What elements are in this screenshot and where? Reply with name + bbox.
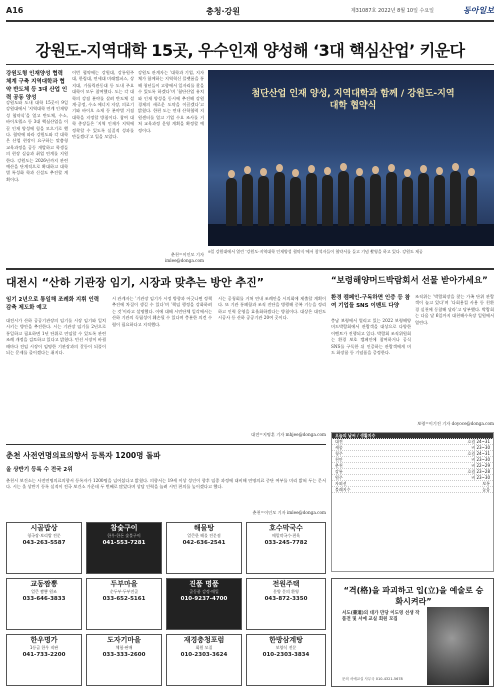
person <box>258 176 269 226</box>
photo-banner-text: 첨단산업 인재 양성, 지역대학과 함께 / 강원도-지역대학 협약식 <box>251 89 455 111</box>
story3-col1: 충남 보령에서 열리고 있는 2022 보령해양머드박람회에서 관람객을 대상으로 다양한 이벤트가 진행되고 있다. 박람회 조직위원회는 환경 보호 캠페인에 참여하거나 공식 SNS를 구독한 뒤 인증하는 관람객에게 머드 화장품 등 기념품을 증정한다. <box>331 318 411 356</box>
story3-headline: “보령해양머드박람회서 선물 받아가세요” <box>331 276 488 286</box>
person <box>226 178 237 226</box>
ad-block: 한방삼계탕 보양식 전문 010-2303-3834 <box>246 634 326 686</box>
ad-block: 시골밥상 청국장·보리밥 전문 043-263-5587 <box>6 522 82 574</box>
divider <box>6 444 326 445</box>
table-row: 대전 흐림 24~31 <box>332 439 493 445</box>
story4-subhead: 올 상반기 등록 수 전국 2위 <box>6 467 73 473</box>
portrait-image <box>427 607 489 685</box>
story4-body: 춘천시 보건소는 사전연명의료의향서 등록자가 1200명을 넘어섰다고 밝혔다. 의향서는 19세 이상 성인이 향후 임종 과정에 대비해 연명의료 중단 여부를 미리 밝혀 두는 문서다. 시는 올 상반기 등록 실적이 전국 보건소 가운데 두 번째로 많았다며 상담 인력을 늘려 시민 편의를 높이겠다고 했다. <box>6 478 326 490</box>
photo-caption: 9일 강원대에서 열린 ‘강원도-지역대학 인재양성 협약식’에서 참석자들이 협약서를 들고 기념 촬영을 하고 있다. 강원도 제공 <box>208 249 423 254</box>
top-story-subhead: 강원도형 인재양성 협력체계 구축 지역대학과 협약 반도체 등 3대 산업 인력 공동 양성 <box>6 71 68 101</box>
story2-col2: 시 관계자는 ‘기관장 임기가 시정 방향과 어긋나면 정책 추진에 차질이 생길 수 있다’며 ‘책임 행정을 강화하려는 것’이라고 설명했다. 이에 대해 시민단체 일각에서는 산하 기관의 독립성이 훼손될 수 있다며 충분한 의견 수렴이 필요하다고 지적했다. <box>112 296 212 327</box>
story2-subhead: 임기 2년으로 통일해 조례화 지휘 인력 감축 제도화 예고 <box>6 297 100 311</box>
person <box>402 177 413 226</box>
story3-byline: 보령=이기진 기자 doyoce@donga.com <box>417 421 494 426</box>
ad-block: 한우명가 1등급 한우 직판 041-733-2200 <box>6 634 82 686</box>
ad-block: 교동짬뽕 얼큰 짬뽕 원조 033-646-3833 <box>6 578 82 630</box>
divider <box>6 64 494 65</box>
table-row: 천안 비 23~30 <box>332 457 493 463</box>
table-row: 세종 비 23~30 <box>332 445 493 451</box>
ad-block: 두부마을 순두부·두부전골 033-652-5161 <box>86 578 162 630</box>
table-row: 춘천 비 22~29 <box>332 463 493 469</box>
person <box>386 172 397 226</box>
top-story-byline: 춘천=이인모 기자 imlee@donga.com <box>164 252 204 264</box>
calligraphy-ad <box>331 578 494 687</box>
ad-block: 진품 명품 골동품 감정·매입 010-9237-4700 <box>166 578 242 630</box>
ad-contact: 문의 서예교실 사무국 010-4321-5678 <box>342 677 403 681</box>
person <box>450 171 461 226</box>
story4-headline: 춘천 사전연명의료의향서 등록자 1200명 돌파 <box>6 451 161 460</box>
people-group <box>226 156 478 226</box>
divider <box>6 268 494 270</box>
person <box>274 172 285 226</box>
issue-info: 제31087호 2022년 8월 10일 수요일 <box>350 8 434 14</box>
ad-subtext: 서도(書道)의 대가 만당 이도영 선생 작품전 및 서예 교실 회원 모집 <box>342 611 420 622</box>
ad-block: 전원주택 분양 문의 환영 043-872-3350 <box>246 578 326 630</box>
ad-block: 도자기마을 체험·판매 033-333-2600 <box>86 634 162 686</box>
person <box>418 173 429 226</box>
ad-block: 참숯구이 한우·한돈 숯불구이 041-553-7281 <box>86 522 162 574</box>
story4-byline: 춘천=이인모 기자 imlee@donga.com <box>252 510 326 515</box>
weather-table-title: 오늘의 날씨 / 생활지수 <box>332 433 493 439</box>
person <box>242 174 253 226</box>
story2-col3: 시는 공청회를 거쳐 연내 조례안을 시의회에 제출할 계획이다. 또 기관 통폐합과 조직 진단을 병행해 중복 기능을 정리하고 인력 운영을 효율화하겠다는 방침이다. 대상은 대전도시공사 등 산하 공공기관 20여 곳이다. <box>218 296 326 321</box>
person <box>466 176 477 226</box>
person <box>434 175 445 226</box>
page-number: A16 <box>6 6 24 15</box>
story2-byline: 대전=지명훈 기자 mhjee@donga.com <box>251 432 326 437</box>
table-row: 불쾌지수 높음 <box>332 487 493 493</box>
top-story-col1: 강원도와 도내 대학 15곳이 9일 강원대에서 ‘지역대학 연계 인재양성 협약식’을 열고 반도체, 수소, 바이오헬스 등 3대 핵심산업을 이끌 인재 양성에 힘을 모으기로 했다. 협약에 따라 강원도와 각 대학은 산업 현장이 요구하는 맞춤형 교육과정을 공동 개발하고 학생들의 현장 실습과 취업 연계를 지원한다. 강원도는 2026년까지 관련 예산을 단계적으로 확대하고 대학별 특성화 학과 신설도 추진할 계획이다. <box>6 100 68 182</box>
person <box>290 177 301 226</box>
ceremony-photo <box>208 70 494 246</box>
person <box>306 173 317 226</box>
story2-headline: 대전시 “산하 기관장 임기, 시장과 맞추는 방안 추진” <box>6 276 264 289</box>
section-name: 충청·강원 <box>206 7 240 16</box>
table-row: 강릉 흐림 23~28 <box>332 469 493 475</box>
page-header <box>6 4 494 18</box>
top-story-col2: 이번 협약에는 강원대, 강릉원주대, 한림대, 연세대 미래캠퍼스, 상지대, 가톨릭관동대 등 도내 주요 대학이 모두 참여했다. 도는 각 대학의 강점 분야를 살려 반도체 설계·공정, 수소 에너지 저장, 의료기기와 바이오 소재 등 분야별 거점 대학을 지정할 방침이다. 참여 대학 총장들은 ‘지역 인재가 지역에 정착할 수 있도록 실질적 성과를 만들겠다’고 입을 모았다. <box>72 70 134 140</box>
table-row: 자외선 보통 <box>332 481 493 487</box>
person <box>338 171 349 226</box>
classified-ads <box>6 522 326 687</box>
table-row: 청주 흐림 24~31 <box>332 451 493 457</box>
story3-col2: 조직위는 ‘박람회장을 찾는 가족 단위 관람객이 늘고 있다’며 ‘다회용컵 사용 등 친환경 실천에 동참해 달라’고 당부했다. 박람회는 다음 달 6일까지 대천해수욕장 일원에서 열린다. <box>415 294 494 325</box>
person <box>354 176 365 226</box>
top-story-headline: 강원도-지역대학 15곳, 우수인재 양성해 ‘3대 핵심산업’ 키운다 <box>35 41 465 60</box>
person <box>370 174 381 226</box>
person <box>322 175 333 226</box>
header-rule <box>6 20 494 22</box>
newspaper-name: 동아일보 <box>463 6 494 15</box>
table-row: 원주 비 23~30 <box>332 475 493 481</box>
ad-block: 재경충청포럼 회원 모집 010-2303-3624 <box>166 634 242 686</box>
story2-col1: 대전시가 산하 공공기관장의 임기를 시장 임기와 일치시키는 방안을 추진한다. 시는 기관장 임기를 2년으로 통일하고 필요하면 1년 단위로 연임할 수 있도록 관련 조례 개정을 검토하고 있다고 밝혔다. 민선 시장이 바뀔 때마다 전임 시장이 임명한 기관장과의 갈등이 되풀이되는 문제를 줄이겠다는 취지다. <box>6 318 106 356</box>
story3-subhead: 환경 캠페인-구독하면 인증 등 참여 기업들 SNS 이벤트 다양 <box>331 295 411 309</box>
top-story-col3: 강원도 관계자는 ‘대학과 기업, 지자체가 함께하는 지역혁신 플랫폼을 통해 청년들이 고향에서 일자리를 찾을 수 있도록 하겠다’며 ‘첨단산업 유치와 인재 양성을 동시에 추진해 강원 경제의 새로운 도약을 이끌겠다’고 밝혔다. 한편 도는 연내 산학협력 지원센터를 열고 기업 수요 조사를 거쳐 교육과정 운영 계획을 확정할 예정이다. <box>138 70 205 133</box>
ad-quote: “격(格)을 파괴하고 입(立)을 예술로 승화시켜라” <box>343 586 484 606</box>
weather-table <box>331 432 494 572</box>
stage-floor <box>208 224 494 246</box>
ad-block: 호수막국수 메밀막국수·편육 033-245-7782 <box>246 522 326 574</box>
ad-block: 해물탕 얼큰한 해물 전문점 042-636-2541 <box>166 522 242 574</box>
